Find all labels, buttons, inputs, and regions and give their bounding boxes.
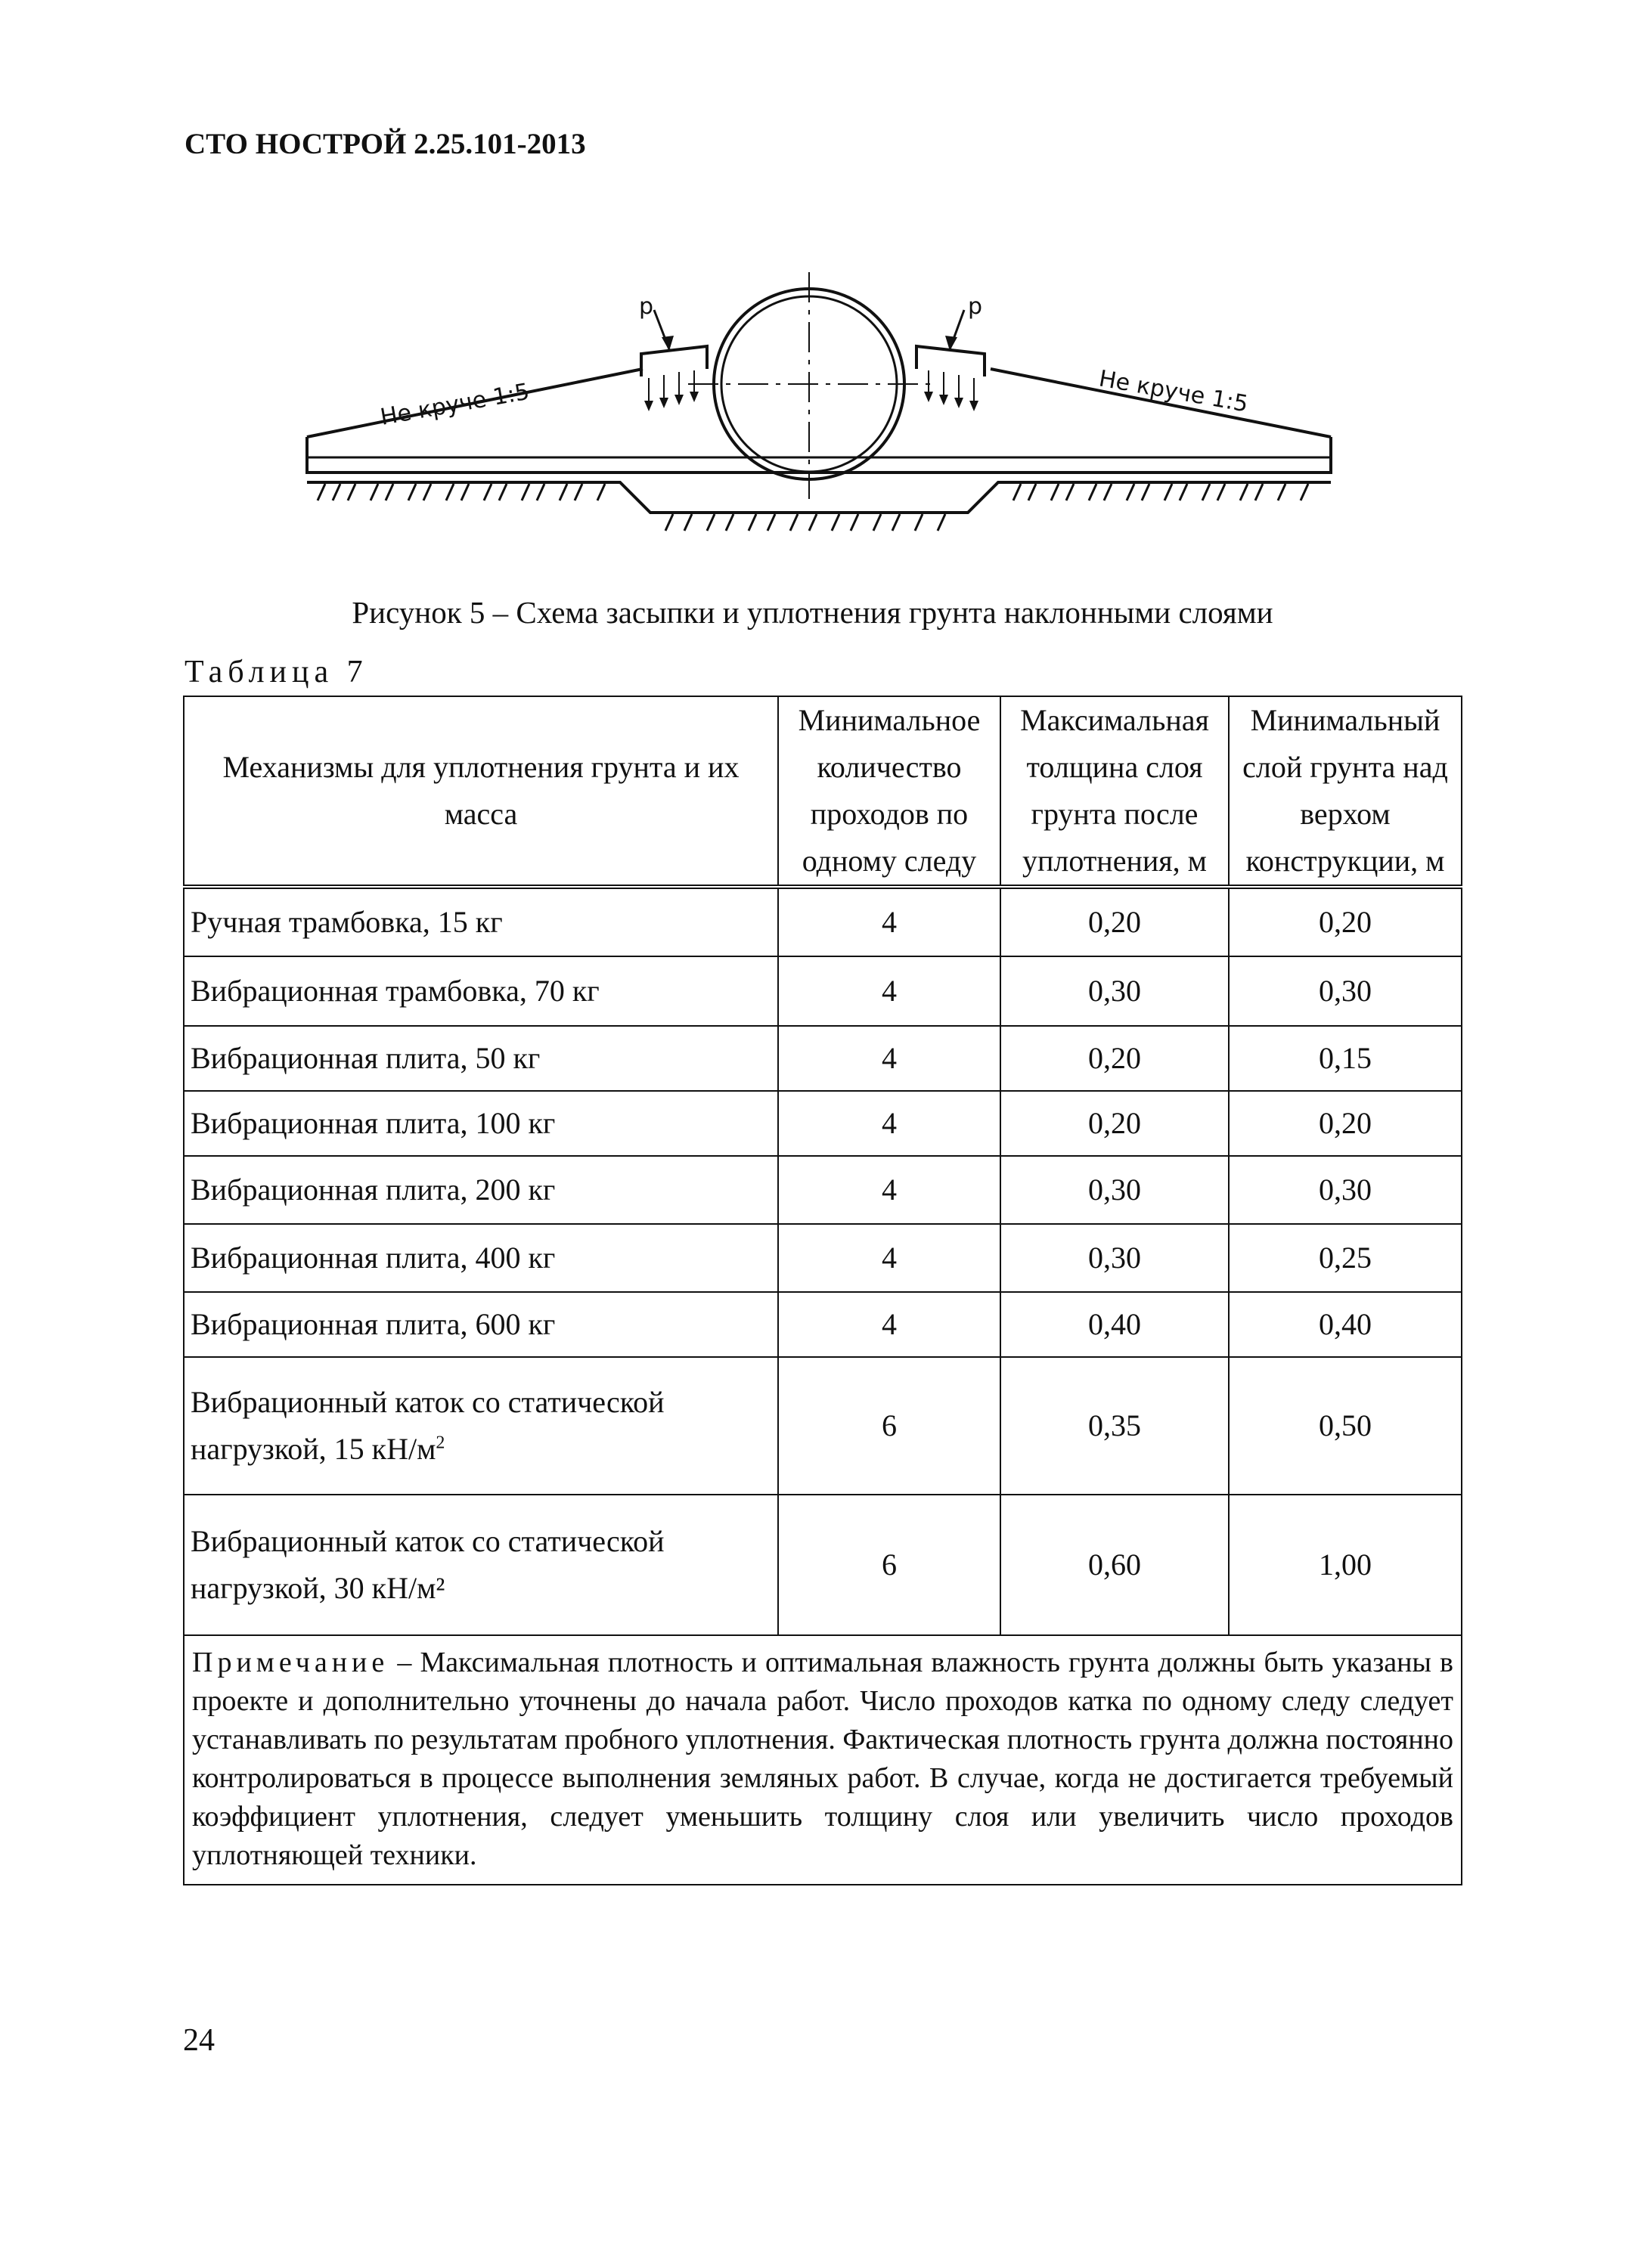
cell-mechanism: [184, 1495, 778, 1635]
table-label: Таблица 7: [185, 655, 368, 689]
table-row: [184, 1224, 1462, 1292]
right-plate: [916, 346, 985, 376]
cell-mechanism-line1: Вибрационный каток со статической: [191, 1385, 665, 1419]
cell-min-cover: 0,40: [1229, 1292, 1462, 1357]
compaction-table: [183, 696, 1462, 1885]
cell-mechanism-line2: нагрузкой, 15 кН/м: [191, 1432, 436, 1466]
note-text: – Максимальная плотность и оптимальная влажность грунта должны быть указаны в проекте и дополнительно уточнены до начала работ. Число проходов катка по одному следу следует устанавливать по результатам пробного уплотнения. Фактическая плотность грунта должна постоянно контролироваться в процессе выполнения земляных работ. В случае, когда не достигается требуемый коэффициент уплотнения, следует уменьшить толщину слоя или увеличить число проходов уплотняющей техники.: [192, 1647, 1453, 1871]
col-header-passes: Минимальное количество проходов по одному следу: [778, 696, 1000, 887]
cell-passes: 6: [778, 1495, 1000, 1635]
cell-thickness: 0,30: [1000, 1224, 1229, 1292]
cell-min-cover: 0,20: [1229, 1091, 1462, 1156]
table-row: [184, 956, 1462, 1026]
cell-mechanism-line1: Вибрационный каток со статической: [191, 1524, 665, 1558]
left-load-label: p: [639, 293, 654, 320]
table-row: [184, 1292, 1462, 1357]
table-row: [184, 1091, 1462, 1156]
cell-thickness: 0,60: [1000, 1495, 1229, 1635]
cell-min-cover: 0,20: [1229, 887, 1462, 956]
cell-passes: 4: [778, 887, 1000, 956]
cell-passes: 4: [778, 956, 1000, 1026]
cell-mechanism: Вибрационная плита, 200 кг: [184, 1156, 778, 1224]
cell-passes: 4: [778, 1292, 1000, 1357]
cell-thickness: 0,40: [1000, 1292, 1229, 1357]
col-header-thickness: Максимальная толщина слоя грунта после уплотнения, м: [1000, 696, 1229, 887]
compaction-table-wrapper: [183, 696, 1461, 1885]
left-plate: [641, 346, 707, 376]
col-header-mechanism: Механизмы для уплотнения грунта и их масса: [184, 696, 778, 887]
cell-thickness: 0,30: [1000, 1156, 1229, 1224]
table-header-row: [184, 696, 1462, 887]
cell-min-cover: 0,30: [1229, 1156, 1462, 1224]
cell-thickness: 0,30: [1000, 956, 1229, 1026]
cell-passes: 4: [778, 1224, 1000, 1292]
left-slope-label: Не круче 1:5: [378, 378, 532, 431]
unit-superscript: 2: [436, 1433, 445, 1453]
cell-min-cover: 1,00: [1229, 1495, 1462, 1635]
cell-mechanism: [184, 1357, 778, 1495]
note-label: Примечание: [192, 1647, 389, 1678]
figure-caption: Рисунок 5 – Схема засыпки и уплотнения грунта наклонными слоями: [352, 595, 1273, 630]
cell-mechanism: Вибрационная трамбовка, 70 кг: [184, 956, 778, 1026]
cell-mechanism: Вибрационная плита, 600 кг: [184, 1292, 778, 1357]
cell-thickness: 0,20: [1000, 887, 1229, 956]
cell-mechanism: Вибрационная плита, 50 кг: [184, 1026, 778, 1091]
table-note: [184, 1635, 1462, 1885]
cell-passes: 4: [778, 1091, 1000, 1156]
table-row: [184, 1495, 1462, 1635]
document-header: СТО НОСТРОЙ 2.25.101-2013: [185, 128, 586, 160]
cell-thickness: 0,35: [1000, 1357, 1229, 1495]
cell-min-cover: 0,50: [1229, 1357, 1462, 1495]
cell-mechanism: Вибрационная плита, 400 кг: [184, 1224, 778, 1292]
cell-thickness: 0,20: [1000, 1026, 1229, 1091]
base-strip: [307, 437, 1331, 472]
cell-mechanism-line2: нагрузкой, 30 кН/м²: [191, 1571, 445, 1605]
table-row: [184, 887, 1462, 956]
backfill-diagram-svg: [295, 257, 1369, 559]
cell-min-cover: 0,15: [1229, 1026, 1462, 1091]
right-load-label: p: [968, 293, 983, 320]
cell-min-cover: 0,25: [1229, 1224, 1462, 1292]
cell-passes: 6: [778, 1357, 1000, 1495]
table-row: [184, 1026, 1462, 1091]
col-header-min-cover: Минимальный слой грунта над верхом конструкции, м: [1229, 696, 1462, 887]
cell-mechanism: Ручная трамбовка, 15 кг: [184, 887, 778, 956]
cell-thickness: 0,20: [1000, 1091, 1229, 1156]
cell-mechanism: Вибрационная плита, 100 кг: [184, 1091, 778, 1156]
ground-line: [307, 482, 1331, 513]
right-slope-label: Не круче 1:5: [1096, 365, 1251, 418]
cell-passes: 4: [778, 1156, 1000, 1224]
cell-passes: 4: [778, 1026, 1000, 1091]
table-note-row: [184, 1635, 1462, 1885]
backfill-diagram: [295, 257, 1369, 559]
page-number: 24: [183, 2023, 215, 2058]
table-row: [184, 1156, 1462, 1224]
cell-min-cover: 0,30: [1229, 956, 1462, 1026]
table-row: [184, 1357, 1462, 1495]
